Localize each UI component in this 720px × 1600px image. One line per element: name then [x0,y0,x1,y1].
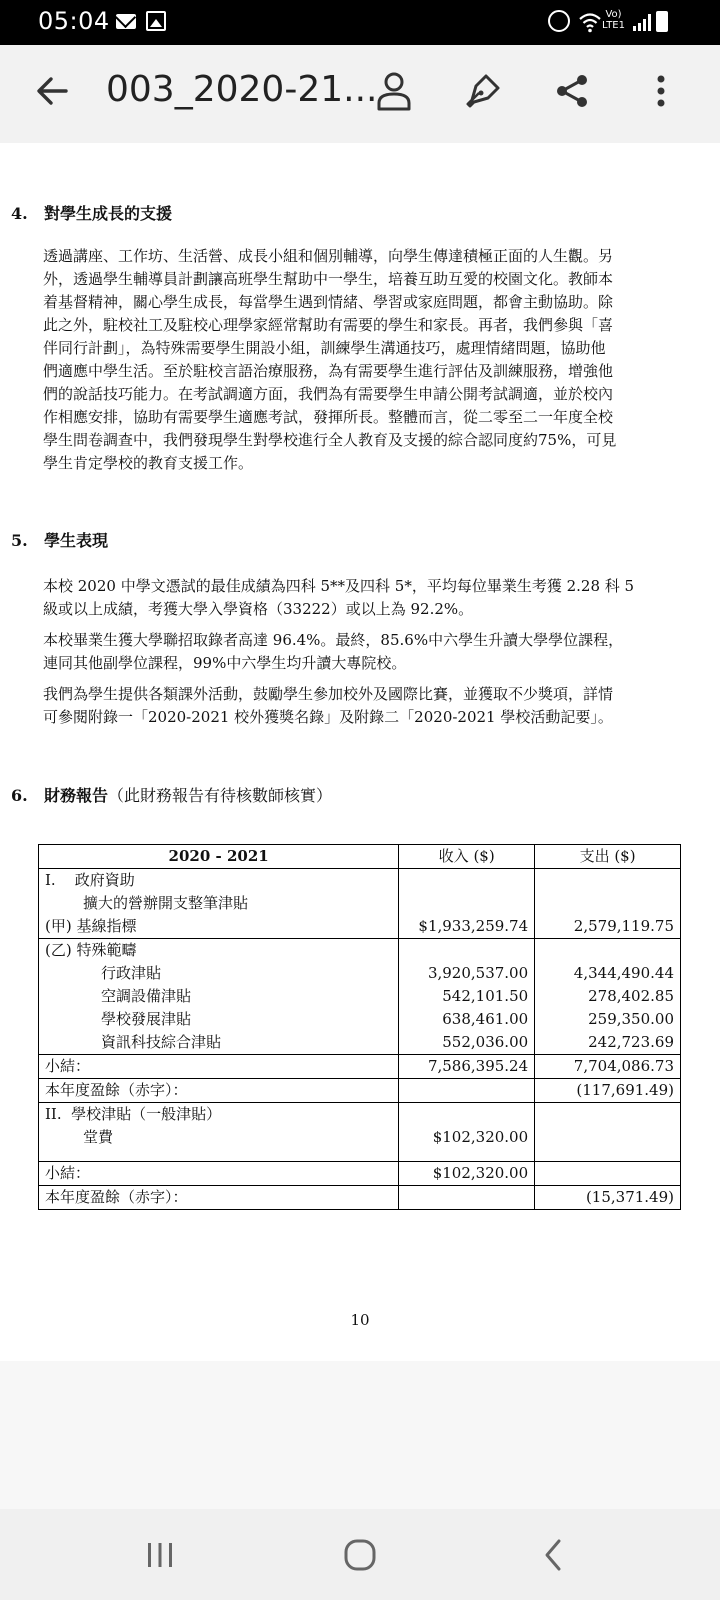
text-line: 們適應中學生活。至於駐校言語治療服務，為有需要學生進行評估及訓練服務，增強他 [43,362,614,380]
wifi-icon [578,10,602,34]
document-title: 003_2020-21... [106,69,378,110]
table-header-income: 收入 ($) [399,845,535,869]
share-button[interactable] [544,63,600,119]
document-page[interactable] [0,143,720,1361]
baseline-income: $1,933,259.74 [418,917,529,935]
person-icon [376,71,412,111]
navigation-bar [0,1509,720,1600]
subtotal-1-expense: 7,704,086.73 [535,1055,681,1079]
table-row-subtotal-2 [39,1162,681,1186]
status-bar [0,0,720,45]
text-line: 學生問卷調查中，我們發現學生對學校進行全人教育及支援的綜合認同度約75%，可見 [43,431,617,449]
finance-table [38,844,681,1210]
text-line: 可參閱附錄一「2020-2021 校外獲獎名錄」及附錄二「2020-2021 學校活動記要」。 [43,708,613,726]
surplus-2-expense: (15,371.49) [535,1186,681,1210]
section-6-number: 6. [11,786,28,805]
section-5-paragraph-2 [43,629,709,675]
image-icon [146,11,166,31]
section-5-heading [11,528,108,551]
battery-icon [656,11,668,32]
table-header-row [39,845,681,869]
volte-indicator [602,9,625,31]
text-line: 級或以上成績，考獲大學入學資格（33222）或以上為 92.2%。 [43,600,474,618]
text-line: 連同其他副學位課程，99%中六學生均升讀大專院校。 [43,654,407,672]
home-button[interactable] [330,1527,390,1583]
app-bar [0,45,720,143]
baseline-label: (甲) 基線指標 [45,917,137,935]
section-5-number: 5. [11,531,28,550]
table-row-school-grant [39,1103,681,1162]
more-vert-icon [655,74,667,108]
account-button[interactable] [366,63,422,119]
back-icon [542,1538,564,1572]
grant-income: $102,320.00 [432,1128,529,1146]
table-header-period: 2020 - 2021 [39,845,399,869]
special-item-income: 552,036.00 [442,1033,529,1051]
special-item-label: 行政津貼 [101,964,162,982]
table-row-special-areas [39,939,681,1055]
grant-item-label: 堂費 [83,1128,114,1146]
text-line: 此之外，駐校社工及駐校心理學家經常幫助有需要的學生和家長。再者，我們參與「喜 [43,316,614,334]
section-5-paragraph-3 [43,683,709,729]
section-4-heading [11,201,172,224]
document-background [0,1361,720,1509]
special-item-income: 542,101.50 [442,987,529,1005]
surplus-1-label: 本年度盈餘（赤字）： [39,1079,399,1103]
table-row-surplus-2 [39,1186,681,1210]
table-row-subtotal-1 [39,1055,681,1079]
grant-heading: II. 學校津貼（一般津貼） [45,1105,222,1123]
baseline-expense: 2,579,119.75 [573,917,674,935]
text-line: 作相應安排，協助有需要學生適應考試，發揮所長。整體而言，從二零至二一年度全校 [43,408,614,426]
special-item-label: 學校發展津貼 [101,1010,192,1028]
home-icon [343,1538,377,1572]
special-item-income: 3,920,537.00 [427,964,529,982]
section-4-paragraph [43,245,709,475]
special-item-label: 資訊科技綜合津貼 [101,1033,222,1051]
text-line: 着基督精神，關心學生成長，每當學生遇到情緒、學習或家庭問題，都會主動協助。除 [43,293,614,311]
page-number: 10 [350,1311,370,1329]
subtotal-1-label: 小結： [39,1055,399,1079]
share-icon [554,73,590,109]
text-line: 透過講座、工作坊、生活營、成長小組和個別輔導，向學生傳達積極正面的人生觀。另 [43,247,614,265]
back-arrow-icon [35,74,69,108]
text-line: 我們為學生提供各類課外活動，鼓勵學生參加校外及國際比賽，並獲取不少獎項，詳情 [43,685,614,703]
recents-button[interactable] [130,1527,190,1583]
pen-icon [464,72,502,110]
volte-line2: LTE1 [602,20,625,31]
section-6-heading [11,783,332,806]
section-6-title: 財務報告 [44,786,109,805]
special-item-expense: 4,344,490.44 [573,964,674,982]
table-row-surplus-1 [39,1079,681,1103]
section-6-note: （此財務報告有待核數師核實） [108,786,333,805]
table-row-government-funding [39,869,681,939]
section-4-number: 4. [11,204,28,223]
special-item-label: 空調設備津貼 [101,987,192,1005]
back-nav-button[interactable] [523,1527,583,1583]
section-5-paragraph-1 [43,575,709,621]
recents-icon [145,1541,175,1569]
edit-button[interactable] [455,63,511,119]
mail-icon [116,14,136,29]
text-line: 學生肯定學校的教育支援工作。 [43,454,254,472]
volte-line1: Vo) [605,9,622,20]
special-item-expense: 278,402.85 [588,987,674,1005]
section-5-title: 學生表現 [44,531,109,550]
text-line: 外，透過學生輔導員計劃讓高班學生幫助中一學生，培養互助互愛的校園文化。教師本 [43,270,614,288]
text-line: 伴同行計劃」，為特殊需要學生開設小組，訓練學生溝通技巧，處理情緒問題，協助他 [43,339,606,357]
text-line: 本校 2020 中學文憑試的最佳成績為四科 5**及四科 5*，平均每位畢業生考獲 2.28 科 5 [43,577,635,595]
gov-subheading: 擴大的營辦開支整筆津貼 [83,894,249,912]
back-button[interactable] [24,63,80,119]
signal-icon [632,13,654,31]
table-header-expense: 支出 ($) [535,845,681,869]
more-options-button[interactable] [633,63,689,119]
text-line: 們的說話技巧能力。在考試調適方面，我們為有需要學生申請公開考試調適，並於校內 [43,385,614,403]
surplus-2-label: 本年度盈餘（赤字）： [39,1186,399,1210]
special-item-expense: 259,350.00 [588,1010,674,1028]
gov-heading: I. 政府資助 [45,871,135,889]
subtotal-2-label: 小結： [39,1162,399,1186]
surplus-1-expense: (117,691.49) [535,1079,681,1103]
special-item-income: 638,461.00 [442,1010,529,1028]
alarm-icon [548,10,570,32]
subtotal-2-income: $102,320.00 [399,1162,535,1186]
special-label: (乙) 特殊範疇 [45,941,137,959]
special-item-expense: 242,723.69 [588,1033,674,1051]
subtotal-1-income: 7,586,395.24 [399,1055,535,1079]
text-line: 本校畢業生獲大學聯招取錄者高達 96.4%。最終，85.6%中六學生升讀大學學位課程， [43,631,624,649]
section-4-title: 對學生成長的支援 [44,204,173,223]
status-time: 05:04 [38,7,110,35]
